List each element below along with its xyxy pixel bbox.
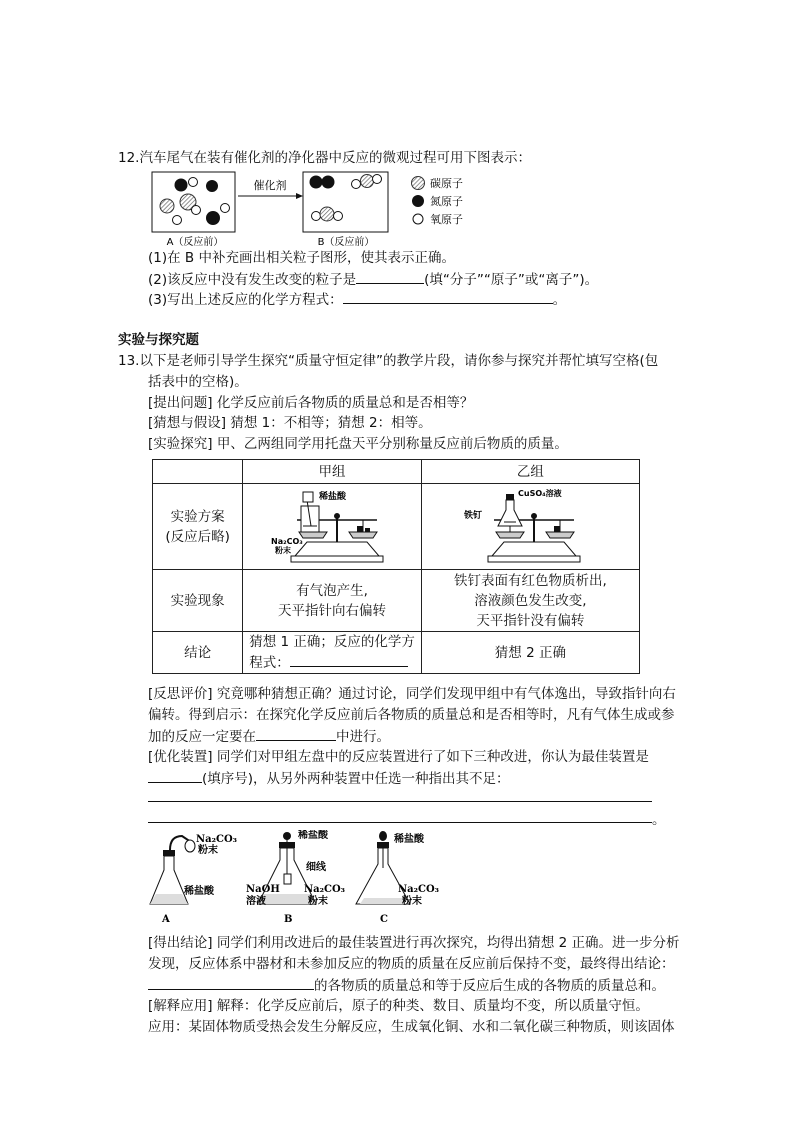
o-atom [192, 206, 201, 215]
svg-text:稀盐酸: 稀盐酸 [184, 886, 214, 897]
o-atom [373, 175, 382, 184]
q12-sub1: (1)在 B 中补充画出相关粒子图形，使其表示正确。 [148, 250, 455, 266]
c-atom [160, 199, 174, 213]
n-atom [206, 211, 220, 225]
yi-nail-label: 铁钉 [464, 510, 483, 521]
legend-carbon: 碳原子 [430, 177, 463, 190]
svg-text:C: C [380, 914, 388, 925]
q13-conc-3: 的各物质的质量总和等于反应后生成的各物质的质量总和。 [148, 975, 665, 996]
yi-phenomenon: 铁钉表面有红色物质析出, 溶液颜色发生改变, 天平指针没有偏转 [421, 570, 639, 632]
apparatus-figure [148, 830, 468, 930]
header-jia: 甲组 [243, 460, 422, 484]
experiment-table [152, 459, 640, 674]
answer-blank[interactable] [148, 975, 314, 990]
svg-text:Na₂CO₃: Na₂CO₃ [196, 834, 238, 845]
legend-oxygen: 氧原子 [430, 213, 463, 226]
svg-text:溶液: 溶液 [246, 896, 266, 907]
c-atom [320, 207, 334, 221]
legend-nitrogen-icon [412, 195, 424, 207]
svg-text:Na₂CO₃: Na₂CO₃ [304, 884, 346, 895]
q13-reflect-3: 加的反应一定要在 中进行。 [148, 726, 390, 747]
label-a: A（反应前） [166, 237, 224, 248]
n-atom [206, 180, 218, 192]
balance-jia-icon [267, 486, 397, 568]
o-atom [189, 178, 198, 187]
q13-reflect-2: 偏转。得到启示：在探究化学反应前后各物质的质量总和是否相等时，凡有气体生成或参 [148, 707, 675, 723]
n-atom [175, 179, 188, 192]
n-atom [310, 176, 323, 189]
answer-line[interactable] [148, 801, 652, 802]
jia-plan-figure [243, 484, 422, 570]
svg-text:稀盐酸: 稀盐酸 [394, 834, 424, 845]
legend-carbon-icon [412, 177, 425, 190]
catalyst-label: 催化剂 [253, 179, 287, 192]
svg-text:细线: 细线 [306, 862, 326, 873]
answer-blank[interactable] [343, 289, 553, 304]
legend-nitrogen: 氮原子 [430, 195, 463, 208]
jia-acid-label: 稀盐酸 [319, 491, 347, 502]
q13-opt-end: 。 [652, 812, 666, 828]
table-corner [153, 460, 243, 484]
row-plan-label: 实验方案 (反应后略) [153, 484, 243, 570]
q13-opt-2: (填序号)，从另外两种装置中任选一种指出其不足： [148, 768, 510, 789]
header-yi: 乙组 [421, 460, 639, 484]
balance-yi-icon [460, 486, 600, 568]
q12-stem: 12.汽车尾气在装有催化剂的净化器中反应的微观过程可用下图表示： [118, 150, 531, 166]
yi-plan-figure [421, 484, 639, 570]
jia-powder-label: 粉末 [275, 545, 292, 555]
answer-blank[interactable] [290, 652, 408, 667]
answer-blank[interactable] [356, 269, 424, 284]
label-b: B（反应前） [317, 237, 375, 248]
q13-conc-1: [得出结论] 同学们利用改进后的最佳装置进行再次探究，均得出猜想 2 正确。进一步分析 [148, 935, 680, 951]
q13-guess: [猜想与假设] 猜想 1：不相等；猜想 2：相等。 [148, 415, 432, 431]
o-atom [352, 180, 361, 189]
o-atom [173, 216, 182, 225]
svg-text:NaOH: NaOH [246, 884, 280, 895]
yi-cuso4-label: CuSO₄溶液 [518, 488, 563, 498]
legend-oxygen-icon [413, 214, 423, 224]
answer-blank[interactable] [148, 768, 202, 783]
q13-app-2: 应用：某固体物质受热会发生分解反应，生成氧化铜、水和二氧化碳三种物质，则该固体 [148, 1019, 675, 1035]
q13-app-1: [解释应用] 解释：化学反应前后，原子的种类、数目、质量均不变，所以质量守恒。 [148, 998, 649, 1014]
svg-text:稀盐酸: 稀盐酸 [298, 830, 328, 841]
jia-na2co3-label: Na₂CO₃ [271, 536, 303, 546]
q12-figure [150, 168, 480, 248]
q13-reflect-1: [反思评价] 究竟哪种猜想正确？通过讨论，同学们发现甲组中有气体逸出，导致指针向右 [148, 686, 676, 702]
n-atom [322, 176, 335, 189]
o-atom [221, 204, 230, 213]
section-title: 实验与探究题 [118, 332, 199, 348]
o-atom [334, 212, 343, 221]
svg-text:Na₂CO₃: Na₂CO₃ [398, 884, 440, 895]
q13-explore: [实验探究] 甲、乙两组同学用托盘天平分别称量反应前后物质的质量。 [148, 436, 568, 452]
q13-stem-2: 括表中的空格)。 [148, 374, 248, 390]
q13-ask: [提出问题] 化学反应前后各物质的质量总和是否相等？ [148, 395, 474, 411]
svg-text:粉末: 粉末 [308, 896, 328, 907]
q12-sub3: (3)写出上述反应的化学方程式： 。 [148, 289, 566, 310]
c-atom [361, 175, 374, 188]
q12-sub2: (2)该反应中没有发生改变的粒子是 (填“分子”“原子”或“离子”)。 [148, 269, 598, 290]
row-concl-label: 结论 [153, 632, 243, 674]
o-atom [312, 212, 321, 221]
q13-conc-2: 发现，反应体系中器材和未参加反应的物质的质量在反应前后保持不变，最终得出结论： [148, 956, 675, 972]
svg-text:粉末: 粉末 [402, 896, 422, 907]
jia-conclusion: 猜想 1 正确；反应的化学方 程式： [243, 632, 422, 674]
jia-phenomenon: 有气泡产生, 天平指针向右偏转 [243, 570, 422, 632]
svg-text:B: B [284, 914, 293, 925]
q13-stem-1: 13.以下是老师引导学生探究“质量守恒定律”的教学片段，请你参与探究并帮忙填写空格(包 [118, 353, 659, 369]
yi-conclusion: 猜想 2 正确 [421, 632, 639, 674]
answer-line[interactable] [148, 822, 652, 823]
svg-text:A: A [162, 914, 170, 925]
answer-blank[interactable] [256, 726, 336, 741]
q13-opt-1: [优化装置] 同学们对甲组左盘中的反应装置进行了如下三种改进，你认为最佳装置是 [148, 749, 649, 765]
row-phen-label: 实验现象 [153, 570, 243, 632]
svg-text:粉末: 粉末 [198, 845, 218, 856]
